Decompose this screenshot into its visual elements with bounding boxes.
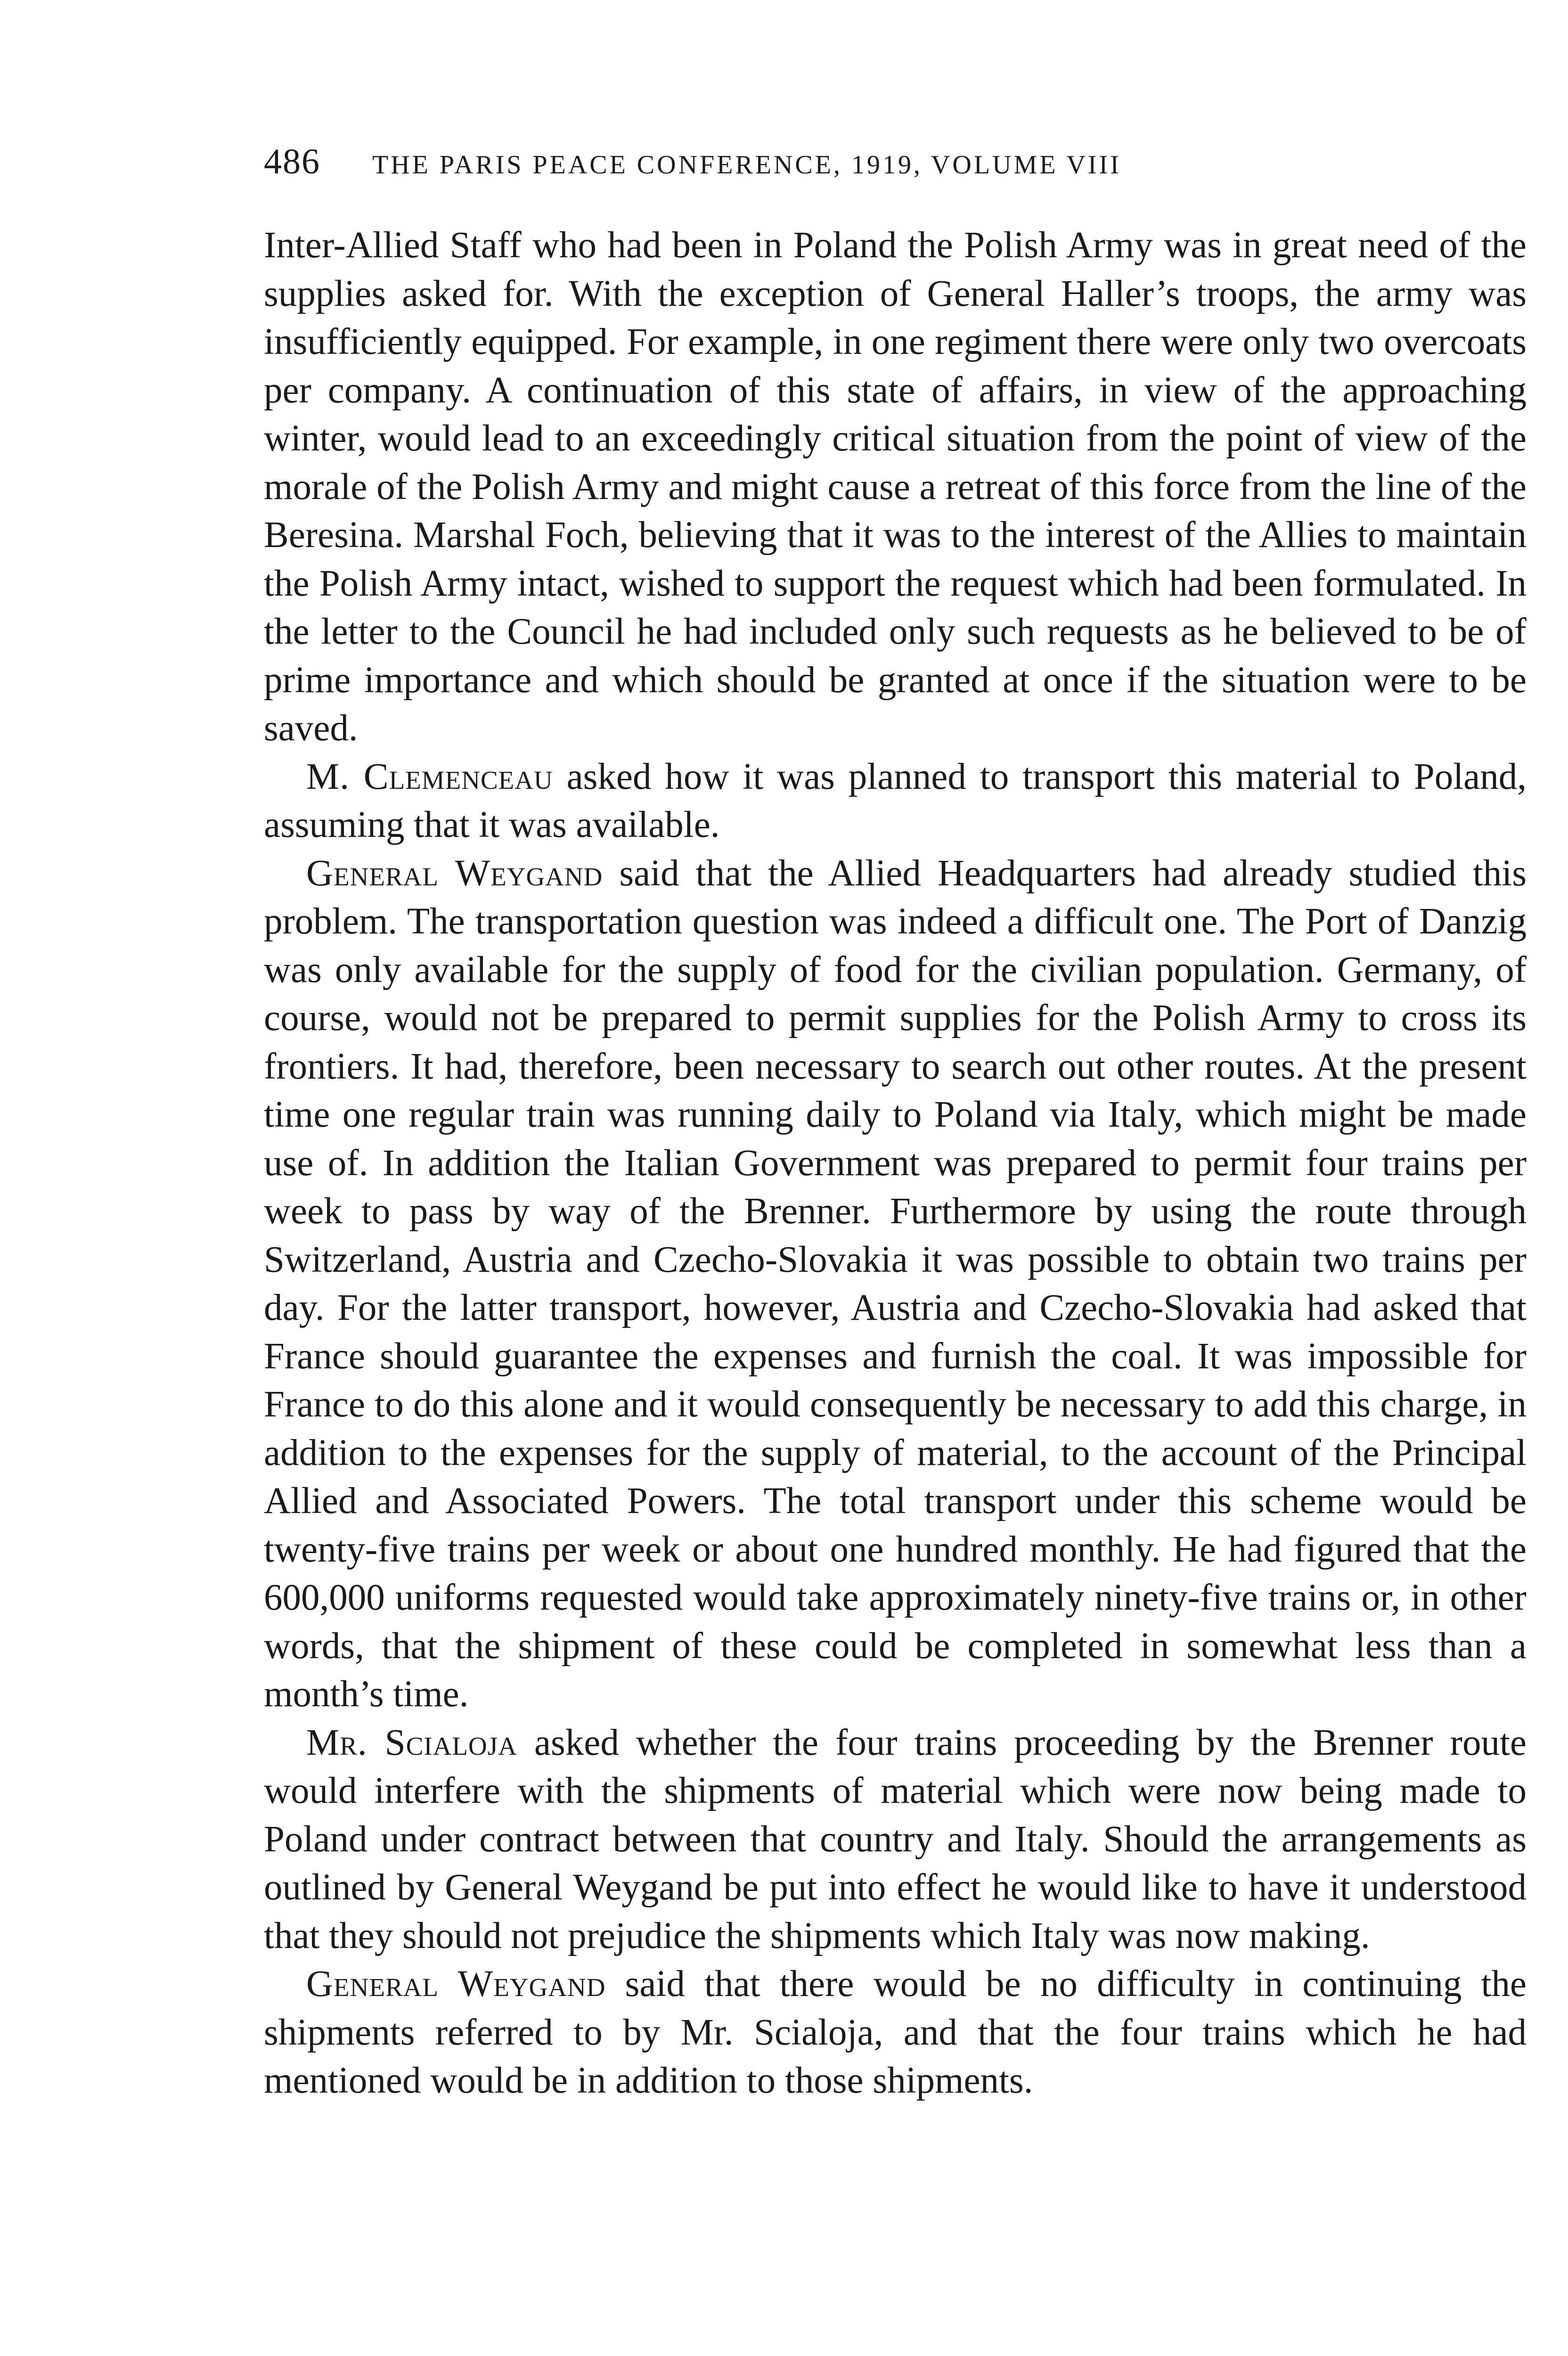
paragraph-weygand-1 <box>264 850 1527 1719</box>
speaker-name: M. Clemenceau <box>306 756 553 797</box>
document-page <box>264 141 1527 2105</box>
running-title: THE PARIS PEACE CONFERENCE, 1919, VOLUME VIII <box>372 150 1121 180</box>
paragraph-weygand-2 <box>264 1960 1527 2105</box>
speaker-name: General Weygand <box>306 1963 606 2004</box>
running-head <box>264 141 1527 193</box>
paragraph-scialoja <box>264 1719 1527 1961</box>
paragraph-text: Inter-Allied Staff who had been in Poland the Polish Army was in great need of the supplies asked for. With the exception of General Haller’s troops, the army was insufficiently equipped. For example, in one regiment there were only two overcoats per company. A continuation of this state of affairs, in view of the approaching winter, would lead to an exceedingly critical situation from the point of view of the morale of the Polish Army and might cause a retreat of this force from the line of the Beresina. Marshal Foch, believing that it was to the interest of the Allies to maintain the Polish Army intact, wished to support the request which had been formulated. In the letter to the Council he had included only such requests as he believed to be of prime importance and which should be granted at once if the situation were to be saved. <box>264 225 1527 749</box>
paragraph-text: asked how it was planned to transport this material to Poland, assuming that it was available. <box>264 756 1527 845</box>
paragraph-text: asked whether the four trains proceeding by the Brenner route would interfere with the shipments of material which were now being made to Poland under contract between that country and Italy. Should the arrangements as outlined by General Weygand be put into effect he would like to have it understood that they should not prejudice the shipments which Italy was now making. <box>264 1722 1527 1956</box>
paragraph-clemenceau <box>264 753 1527 850</box>
paragraph-text: said that the Allied Headquarters had already studied this problem. The transportation question was indeed a difficult one. The Port of Danzig was only available for the supply of food for the civilian population. Germany, of course, would not be prepared to permit supplies for the Polish Army to cross its frontiers. It had, therefore, been necessary to search out other routes. At the present time one regular train was running daily to Poland via Italy, which might be made use of. In addition the Italian Government was prepared to permit four trains per week to pass by way of the Brenner. Furthermore by using the route through Switzerland, Austria and Czecho-Slovakia it was possible to obtain two trains per day. For the latter transport, however, Austria and Czecho-Slovakia had asked that France should guarantee the expenses and furnish the coal. It was impossible for France to do this alone and it would consequently be necessary to add this charge, in addition to the expenses for the supply of material, to the account of the Principal Allied and Associated Powers. The total transport under this scheme would be twenty-five trains per week or about one hundred monthly. He had figured that the 600,000 uniforms requested would take approximately ninety-five trains or, in other words, that the shipment of these could be completed in somewhat less than a month’s time. <box>264 852 1527 1715</box>
paragraph-text: said that there would be no difficulty in continuing the shipments referred to by Mr. Scialoja, and that the four trains which he had mentioned would be in addition to those shipments. <box>264 1963 1527 2101</box>
body-text <box>264 221 1527 2105</box>
speaker-name: General Weygand <box>306 852 603 894</box>
page-number: 486 <box>264 142 320 181</box>
paragraph-continuation <box>264 221 1527 753</box>
speaker-name: Mr. Scialoja <box>306 1722 517 1763</box>
